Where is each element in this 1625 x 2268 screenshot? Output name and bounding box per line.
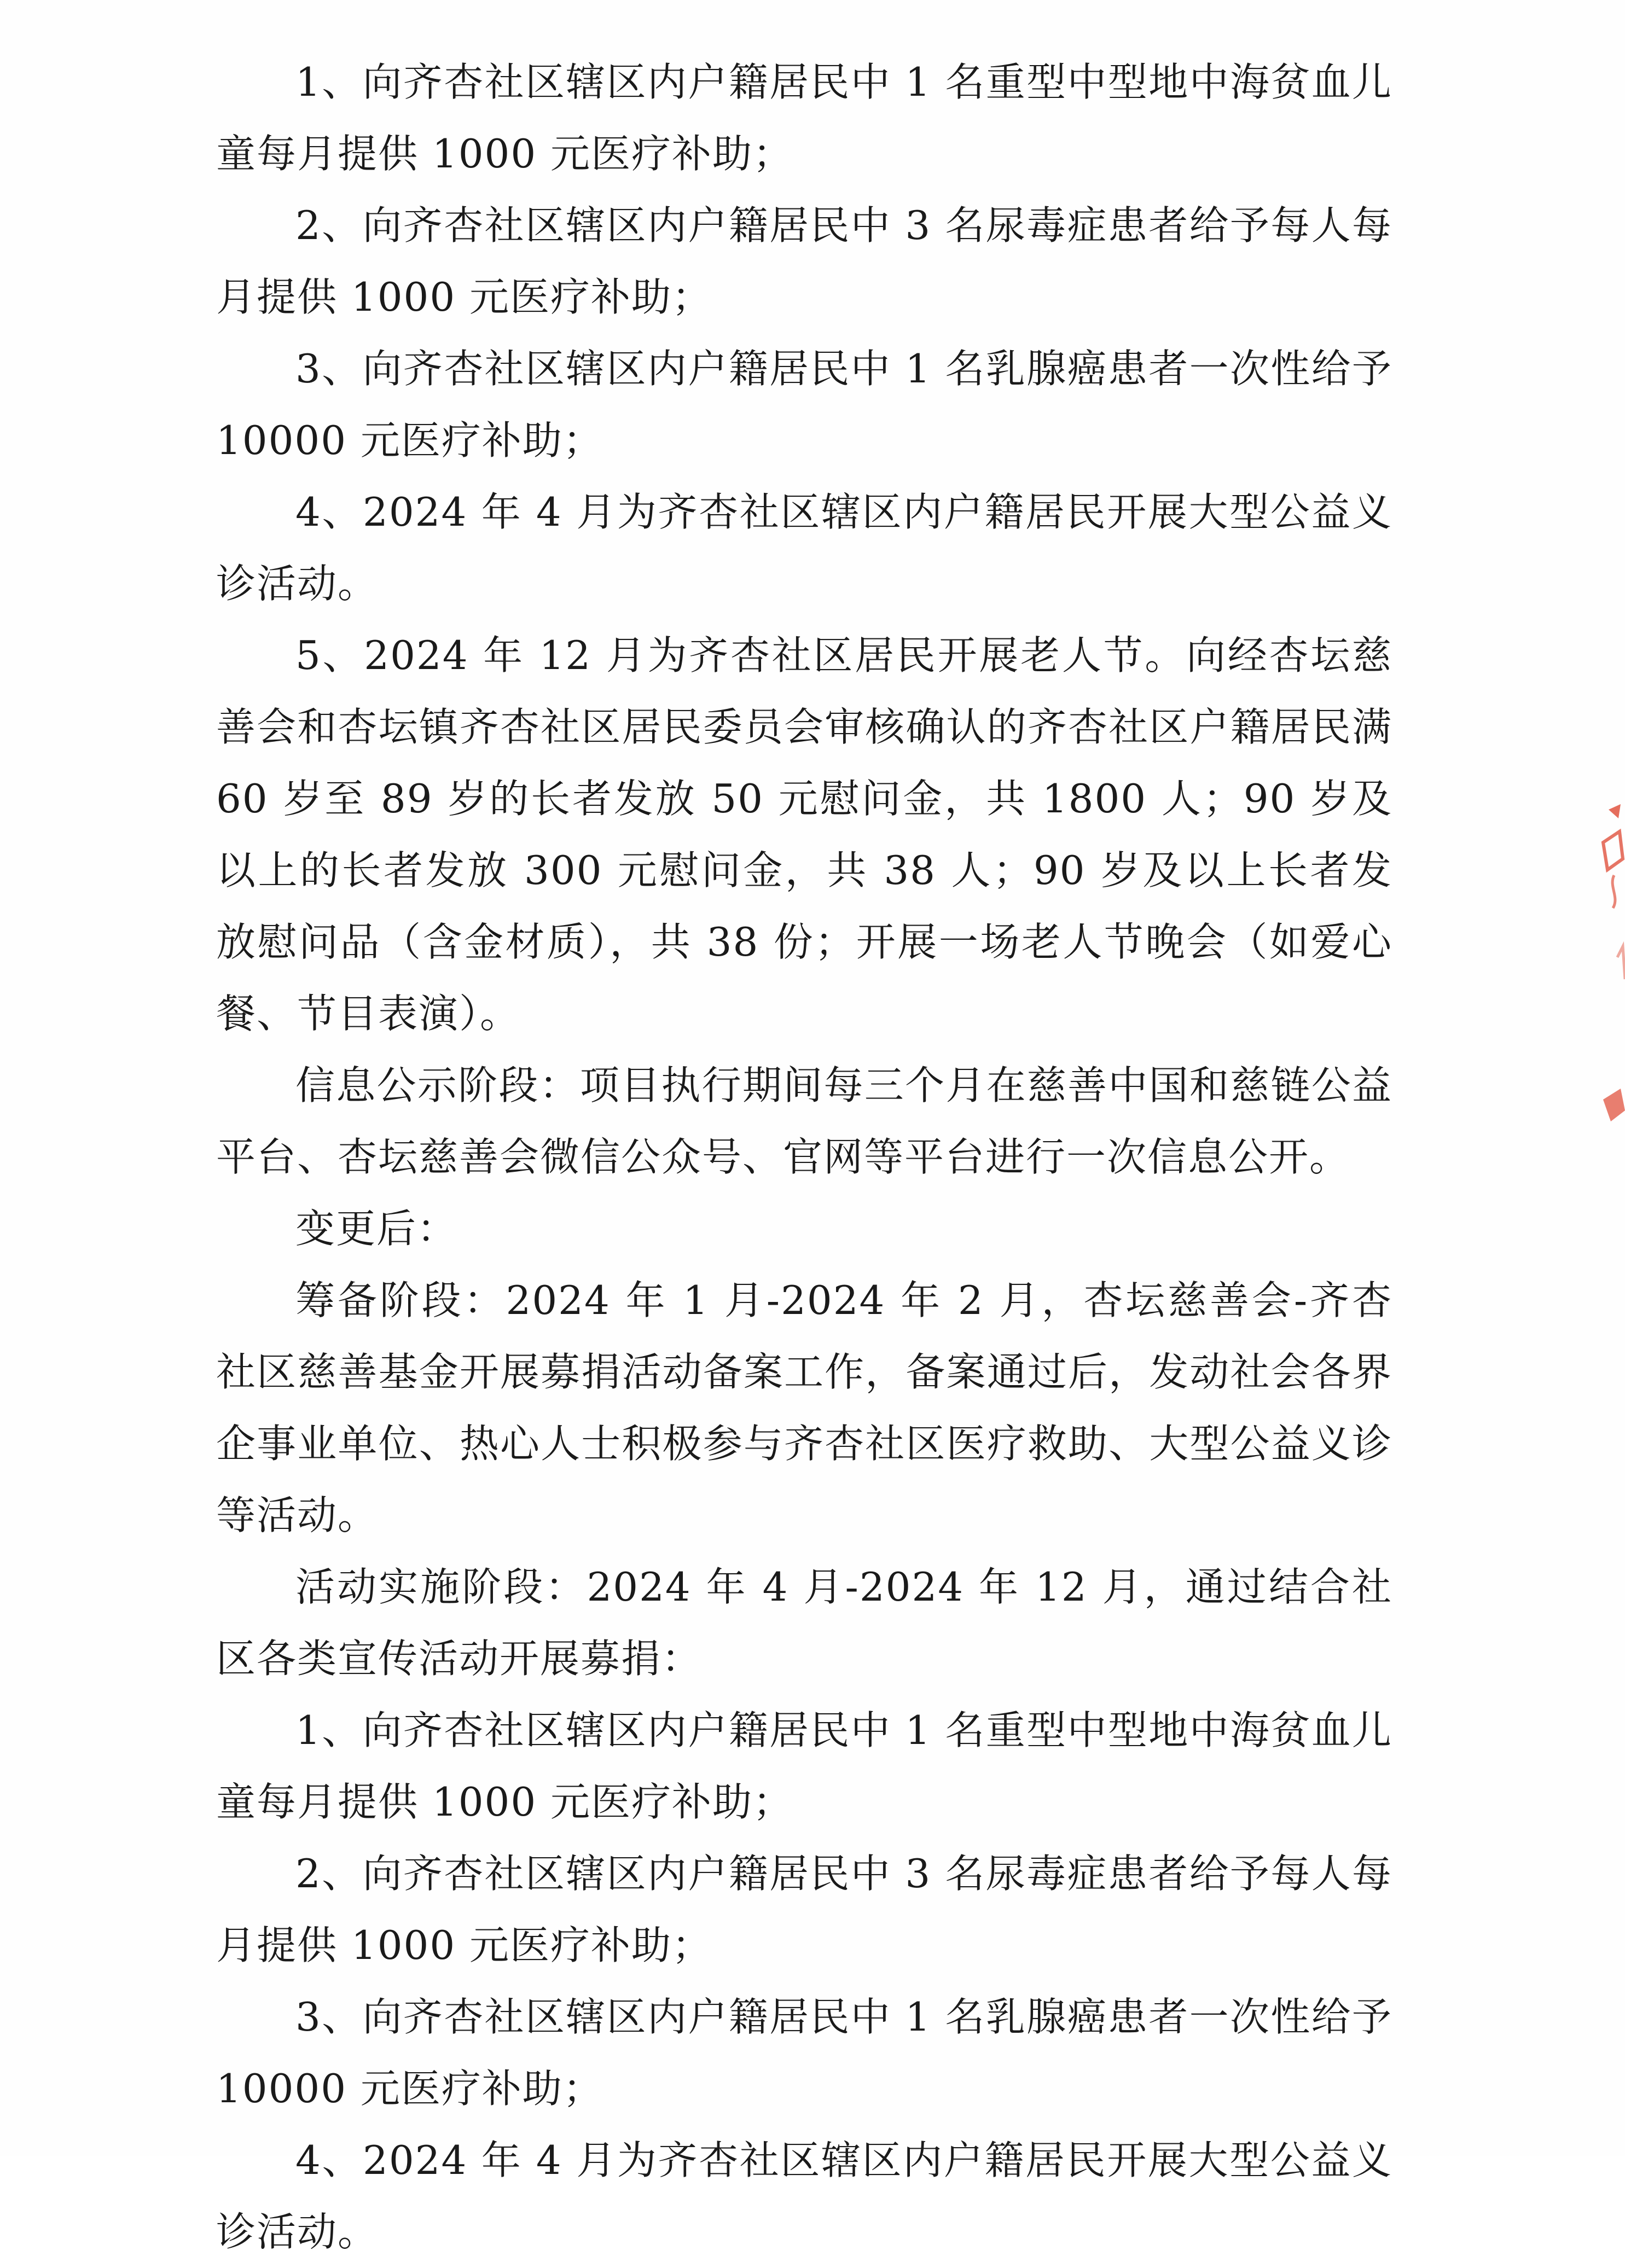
red-seal-fragment — [1587, 793, 1625, 1143]
paragraph-implementation-stage: 活动实施阶段：2024 年 4 月-2024 年 12 月，通过结合社区各类宣传活动开展募捐： — [216, 1564, 1392, 1682]
paragraph-after-change-heading: 变更后： — [295, 1206, 458, 1252]
paragraph-preparation-stage: 筹备阶段：2024 年 1 月-2024 年 2 月，杏坛慈善会-齐杏社区慈善基金开展募捐活动备案工作，备案通过后，发动社会各界企事业单位、热心人士积极参与齐杏社区医疗救助、大型公益义诊等活动。 — [216, 1277, 1392, 1538]
paragraph-item-3-before: 3、向齐杏社区辖区内户籍居民中 1 名乳腺癌患者一次性给予 10000 元医疗补助； — [216, 346, 1392, 463]
paragraph-item-5-before: 5、2024 年 12 月为齐杏社区居民开展老人节。向经杏坛慈善会和杏坛镇齐杏社区居民委员会审核确认的齐杏社区户籍居民满 60 岁至 89 岁的长者发放 50 元慰问金，共 1800 人；90 岁及以上的长者发放 300 元慰问金，共 38 人；90 岁及以上长者发放慰问品（含金材质），共 38 份；开展一场老人节晚会（如爱心餐、节目表演）。 — [216, 632, 1392, 1037]
paragraph-item-2-after: 2、向齐杏社区辖区内户籍居民中 3 名尿毒症患者给予每人每月提供 1000 元医疗补助； — [216, 1851, 1392, 1968]
seal-edge-graphic — [1587, 793, 1625, 1143]
paragraph-item-4-before: 4、2024 年 4 月为齐杏社区辖区内户籍居民开展大型公益义诊活动。 — [216, 489, 1392, 607]
paragraph-item-1-after: 1、向齐杏社区辖区内户籍居民中 1 名重型中型地中海贫血儿童每月提供 1000 元医疗补助； — [216, 1707, 1392, 1825]
paragraph-info-disclosure: 信息公示阶段：项目执行期间每三个月在慈善中国和慈链公益平台、杏坛慈善会微信公众号、官网等平台进行一次信息公开。 — [216, 1062, 1392, 1180]
paragraph-item-3-after: 3、向齐杏社区辖区内户籍居民中 1 名乳腺癌患者一次性给予 10000 元医疗补助； — [216, 1994, 1392, 2112]
document-body — [216, 46, 1392, 2268]
paragraph-item-2-before: 2、向齐杏社区辖区内户籍居民中 3 名尿毒症患者给予每人每月提供 1000 元医疗补助； — [216, 202, 1392, 320]
paragraph-item-4-after: 4、2024 年 4 月为齐杏社区辖区内户籍居民开展大型公益义诊活动。 — [216, 2137, 1392, 2255]
paragraph-item-1-before: 1、向齐杏社区辖区内户籍居民中 1 名重型中型地中海贫血儿童每月提供 1000 元医疗补助； — [216, 59, 1392, 177]
